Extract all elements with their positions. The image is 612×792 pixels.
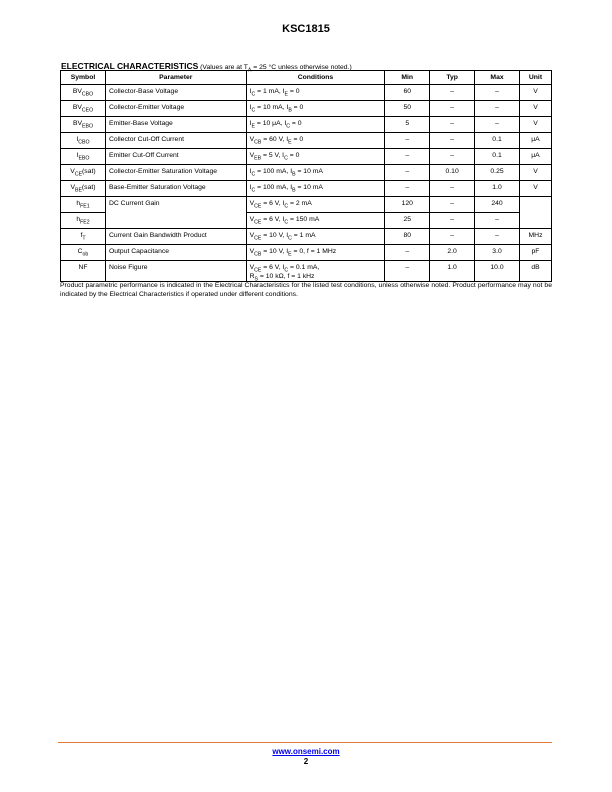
- symbol-main: h: [76, 200, 81, 207]
- cell-conditions: [246, 229, 385, 245]
- cell-unit: [519, 197, 551, 229]
- cell-conditions: [246, 117, 385, 133]
- cell-symbol: [61, 197, 106, 213]
- symbol-subscript: CE: [74, 171, 83, 178]
- table-row: [61, 117, 552, 133]
- table-row: [61, 165, 552, 181]
- symbol-main: BV: [72, 120, 83, 127]
- condition-line: $V_{CE} = 6$ V, $I_C = 150$ mA: [249, 216, 320, 226]
- cell-symbol: [61, 229, 106, 245]
- table-row: [61, 133, 552, 149]
- cell-typ: –: [430, 149, 475, 165]
- header-min: Min: [385, 71, 430, 85]
- cell-conditions: [246, 261, 385, 282]
- symbol-subscript: CEO: [81, 107, 94, 114]
- symbol-main: BV: [72, 104, 82, 111]
- cell-unit: V: [519, 117, 551, 133]
- cell-unit: V: [519, 101, 551, 117]
- cell-conditions: [246, 181, 385, 197]
- cell-max: –: [475, 213, 520, 229]
- cell-parameter: Output Capacitance: [105, 245, 246, 261]
- symbol-subscript: CBO: [78, 139, 90, 146]
- cell-typ: 2.0: [430, 245, 475, 261]
- section-note-prefix: (Values are at T: [198, 64, 248, 71]
- table-row: [61, 245, 552, 261]
- cell-max: 0.1: [475, 149, 520, 165]
- section-note-sub: A: [247, 67, 252, 74]
- cell-parameter: Collector-Base Voltage: [105, 85, 246, 101]
- symbol-main: V: [70, 168, 75, 175]
- cell-conditions: [246, 245, 385, 261]
- cell-typ: 1.0: [430, 261, 475, 282]
- condition-line: $I_E = 10$ μA, $I_C = 0$: [249, 120, 302, 130]
- symbol-subscript: EBO: [82, 123, 93, 130]
- cell-symbol: [61, 149, 106, 165]
- cell-unit: μA: [519, 149, 551, 165]
- cell-unit: V: [519, 85, 551, 101]
- table-row: [61, 181, 552, 197]
- symbol-main: I: [76, 152, 79, 159]
- symbol-main: BV: [72, 88, 82, 95]
- cell-parameter: Noise Figure: [105, 261, 246, 282]
- cell-symbol: [61, 213, 106, 229]
- cell-max: 240: [475, 197, 520, 213]
- condition-line: $I_C = 10$ mA, $I_B = 0$: [249, 104, 304, 114]
- symbol-main: C: [77, 248, 83, 255]
- cell-max: –: [475, 229, 520, 245]
- cell-parameter: Emitter Cut-Off Current: [105, 149, 246, 165]
- symbol-suffix: (sat): [81, 184, 96, 191]
- cell-typ: –: [430, 213, 475, 229]
- cell-typ: 0.10: [430, 165, 475, 181]
- symbol-main: h: [76, 216, 81, 223]
- cell-min: 50: [385, 101, 430, 117]
- condition-line: $V_{CB} = 10$ V, $I_E = 0$, f = 1 MHz: [249, 248, 337, 258]
- symbol-main: NF: [78, 264, 88, 271]
- cell-min: 80: [385, 229, 430, 245]
- symbol-subscript: T: [82, 235, 86, 242]
- cell-symbol: [61, 261, 106, 282]
- cell-symbol: [61, 101, 106, 117]
- cell-symbol: [61, 133, 106, 149]
- page-number: 2: [303, 757, 309, 766]
- symbol-main: I: [76, 136, 79, 143]
- cell-min: 60: [385, 85, 430, 101]
- condition-line: $V_{EB} = 5$ V, $I_C = 0$: [249, 152, 300, 162]
- cell-max: –: [475, 85, 520, 101]
- symbol-subscript: ob: [82, 251, 89, 258]
- cell-parameter: DC Current Gain: [105, 197, 246, 229]
- cell-min: 5: [385, 117, 430, 133]
- symbol-subscript: FE1: [80, 203, 90, 210]
- cell-conditions: [246, 197, 385, 213]
- document-title: KSC1815: [282, 23, 330, 35]
- table-row: [61, 197, 552, 213]
- cell-symbol: [61, 85, 106, 101]
- cell-min: –: [385, 245, 430, 261]
- cell-parameter: Collector-Emitter Saturation Voltage: [105, 165, 246, 181]
- symbol-subscript: BE: [74, 187, 82, 194]
- cell-unit: μA: [519, 133, 551, 149]
- header-typ: Typ: [430, 71, 475, 85]
- cell-typ: –: [430, 197, 475, 213]
- table-row: [61, 101, 552, 117]
- condition-line: $I_C = 100$ mA, $I_B = 10$ mA: [249, 184, 323, 194]
- cell-min: –: [385, 181, 430, 197]
- condition-line: $I_C = 1$ mA, $I_E = 0$: [249, 88, 300, 98]
- condition-line: $V_{CE} = 6$ V, $I_C = 0.1$ mA,: [249, 264, 320, 274]
- header-conditions: Conditions: [246, 71, 385, 85]
- symbol-suffix: (sat): [82, 168, 96, 175]
- electrical-characteristics-table: [60, 70, 552, 282]
- symbol-main: V: [70, 184, 75, 191]
- cell-symbol: [61, 117, 106, 133]
- cell-max: 0.1: [475, 133, 520, 149]
- cell-typ: –: [430, 101, 475, 117]
- cell-max: –: [475, 117, 520, 133]
- table-row: [61, 149, 552, 165]
- cell-parameter: Base-Emitter Saturation Voltage: [105, 181, 246, 197]
- header-parameter: Parameter: [105, 71, 246, 85]
- cell-parameter: Current Gain Bandwidth Product: [105, 229, 246, 245]
- cell-min: 120: [385, 197, 430, 213]
- cell-min: 25: [385, 213, 430, 229]
- condition-line: $I_C = 100$ mA, $I_B = 10$ mA: [249, 168, 323, 178]
- cell-conditions: [246, 149, 385, 165]
- cell-min: –: [385, 165, 430, 181]
- cell-max: 0.25: [475, 165, 520, 181]
- footnote: Product parametric performance is indicated in the Electrical Characteristics for the listed test conditions, unless otherwise noted. Product performance may not be indicated by the Electrical Characteristics if operated under different conditions.: [60, 282, 552, 298]
- header-unit: Unit: [519, 71, 551, 85]
- cell-symbol: [61, 165, 106, 181]
- symbol-main: f: [80, 232, 83, 239]
- footer-rule: [58, 742, 552, 743]
- condition-line: $R_S = 10$ kΩ, f = 1 kHz: [249, 273, 315, 283]
- condition-line: $V_{CE} = 10$ V, $I_C = 1$ mA: [249, 232, 316, 242]
- cell-typ: –: [430, 133, 475, 149]
- symbol-subscript: EBO: [78, 155, 90, 162]
- table-row: [61, 85, 552, 101]
- condition-line: $V_{CE} = 6$ V, $I_C = 2$ mA: [249, 200, 312, 210]
- cell-parameter: Emitter-Base Voltage: [105, 117, 246, 133]
- table-row: [61, 229, 552, 245]
- cell-unit: dB: [519, 261, 551, 282]
- cell-min: –: [385, 133, 430, 149]
- cell-symbol: [61, 181, 106, 197]
- cell-unit: pF: [519, 245, 551, 261]
- condition-line: $V_{CB} = 60$ V, $I_E = 0$: [249, 136, 304, 146]
- table-row: [61, 261, 552, 282]
- cell-parameter: Collector-Emitter Voltage: [105, 101, 246, 117]
- header-symbol: Symbol: [61, 71, 106, 85]
- cell-min: –: [385, 149, 430, 165]
- cell-unit: MHz: [519, 229, 551, 245]
- cell-max: 3.0: [475, 245, 520, 261]
- cell-max: 1.0: [475, 181, 520, 197]
- footer-url-link[interactable]: www.onsemi.com: [272, 747, 340, 756]
- symbol-subscript: CBO: [81, 91, 94, 98]
- section-note-suffix: = 25 °C unless otherwise noted.): [251, 64, 352, 71]
- cell-typ: –: [430, 181, 475, 197]
- cell-symbol: [61, 245, 106, 261]
- table-header-row: [61, 71, 552, 85]
- cell-conditions: [246, 133, 385, 149]
- table-body: [61, 85, 552, 282]
- cell-max: –: [475, 101, 520, 117]
- cell-typ: –: [430, 117, 475, 133]
- section-heading-text: ELECTRICAL CHARACTERISTICS: [61, 61, 199, 71]
- symbol-subscript: FE2: [80, 219, 90, 226]
- cell-typ: –: [430, 85, 475, 101]
- cell-conditions: [246, 165, 385, 181]
- cell-typ: –: [430, 229, 475, 245]
- cell-min: –: [385, 261, 430, 282]
- header-max: Max: [475, 71, 520, 85]
- cell-parameter: Collector Cut-Off Current: [105, 133, 246, 149]
- cell-conditions: [246, 213, 385, 229]
- cell-conditions: [246, 85, 385, 101]
- cell-unit: V: [519, 181, 551, 197]
- cell-max: 10.0: [475, 261, 520, 282]
- cell-conditions: [246, 101, 385, 117]
- cell-unit: V: [519, 165, 551, 181]
